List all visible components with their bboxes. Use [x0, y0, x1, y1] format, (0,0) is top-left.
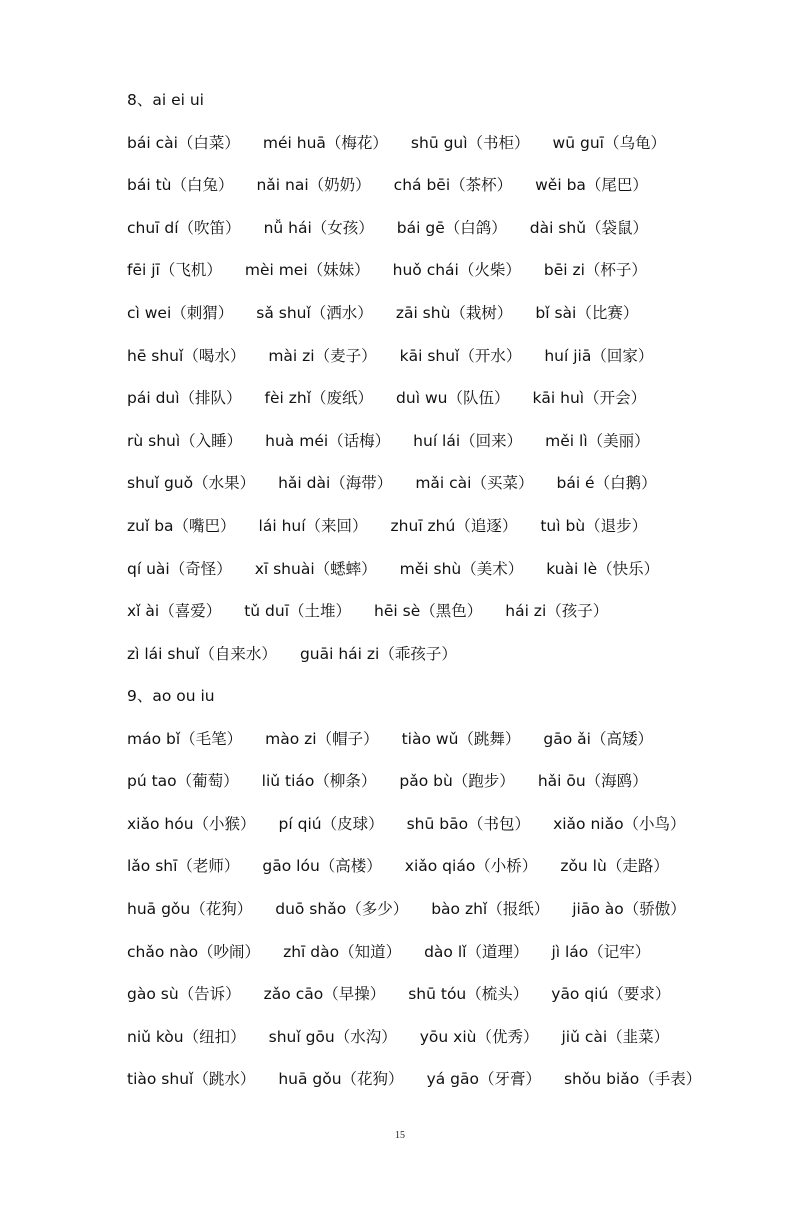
section-heading: 8、ai ei ui: [127, 91, 204, 109]
pinyin-word: tǔ duī（土堆）: [244, 602, 352, 621]
pinyin-word: hái zi（孩子）: [505, 602, 609, 621]
pinyin-word: mào zi（帽子）: [265, 729, 379, 748]
pinyin-word: mǎi cài（买菜）: [415, 474, 534, 493]
pinyin-word: duì wu（队伍）: [396, 389, 510, 408]
pinyin-word: guāi hái zi（乖孩子）: [299, 644, 457, 663]
pinyin-word: shū tóu（梳头）: [408, 985, 529, 1004]
word-row: [127, 982, 727, 1006]
word-row: [127, 769, 727, 793]
page-number: 15: [395, 1130, 405, 1141]
pinyin-word: xī shuài（蟋蟀）: [254, 559, 377, 578]
pinyin-word: bái cài（白菜）: [127, 133, 240, 152]
pinyin-word: zhī dào（知道）: [283, 942, 402, 961]
pinyin-word: zǎo cāo（早操）: [263, 985, 386, 1004]
pinyin-word: gāo ǎi（高矮）: [543, 729, 653, 748]
word-row: [127, 642, 727, 666]
pinyin-word: jiāo ào（骄傲）: [572, 899, 686, 918]
pinyin-word: kuài lè（快乐）: [546, 559, 660, 578]
pinyin-word: wěi ba（尾巴）: [535, 176, 648, 195]
pinyin-word: bái gē（白鸽）: [396, 218, 507, 237]
pinyin-word: bēi zi（杯子）: [543, 261, 647, 280]
pinyin-word: chǎo nào（吵闹）: [127, 942, 261, 961]
pinyin-word: máo bǐ（毛笔）: [127, 729, 243, 748]
word-row: [127, 1067, 727, 1091]
pinyin-word: cì wei（刺猬）: [127, 303, 234, 322]
word-row: [127, 557, 727, 581]
pinyin-word: shuǐ guǒ（水果）: [127, 474, 256, 493]
word-row: [127, 471, 727, 495]
pinyin-word: hēi sè（黑色）: [374, 602, 483, 621]
pinyin-word: mài zi（麦子）: [268, 346, 377, 365]
pinyin-word: niǔ kòu（纽扣）: [127, 1027, 246, 1046]
word-row: [127, 386, 727, 410]
pinyin-word: xiǎo niǎo（小鸟）: [553, 814, 686, 833]
pinyin-word: yá gāo（牙膏）: [426, 1070, 541, 1089]
pinyin-word: mèi mei（妹妹）: [244, 261, 370, 280]
pinyin-word: liǔ tiáo（柳条）: [261, 772, 377, 791]
pinyin-word: shuǐ gōu（水沟）: [268, 1027, 397, 1046]
pinyin-word: huǒ chái（火柴）: [392, 261, 521, 280]
pinyin-word: huā gǒu（花狗）: [127, 899, 253, 918]
word-row: [127, 854, 727, 878]
word-row: [127, 727, 727, 751]
word-row: [127, 429, 727, 453]
word-row: [127, 812, 727, 836]
word-list: [127, 727, 727, 1092]
pinyin-word: pú tao（葡萄）: [127, 772, 239, 791]
pinyin-word: xiǎo qiáo（小桥）: [404, 857, 538, 876]
pinyin-word: bái tù（白兔）: [127, 176, 234, 195]
pinyin-word: xiǎo hóu（小猴）: [127, 814, 256, 833]
pinyin-word: rù shuì（入睡）: [127, 431, 243, 450]
pinyin-word: tiào wǔ（跳舞）: [401, 729, 521, 748]
pinyin-word: wū guī（乌龟）: [552, 133, 666, 152]
pinyin-word: měi shù（美术）: [399, 559, 524, 578]
section-ai-ei-ui: [127, 88, 727, 666]
pinyin-word: fèi zhǐ（废纸）: [264, 389, 374, 408]
pinyin-word: shū bāo（书包）: [406, 814, 531, 833]
pinyin-word: chá bēi（茶杯）: [393, 176, 513, 195]
word-row: [127, 258, 727, 282]
pinyin-word: shǒu biǎo（手表）: [563, 1070, 702, 1089]
section-ao-ou-iu: [127, 684, 727, 1091]
pinyin-word: zuǐ ba（嘴巴）: [127, 516, 236, 535]
pinyin-word: duō shǎo（多少）: [275, 899, 409, 918]
word-row: [127, 216, 727, 240]
pinyin-word: pái duì（排队）: [127, 389, 242, 408]
pinyin-word: bǐ sài（比赛）: [535, 303, 639, 322]
pinyin-word: sǎ shuǐ（洒水）: [256, 303, 373, 322]
word-row: [127, 897, 727, 921]
word-row: [127, 173, 727, 197]
pinyin-word: yāo qiú（要求）: [551, 985, 671, 1004]
pinyin-word: bái é（白鹅）: [556, 474, 657, 493]
pinyin-word: pí qiú（皮球）: [278, 814, 384, 833]
pinyin-word: zì lái shuǐ（自来水）: [127, 644, 277, 663]
pinyin-word: gào sù（告诉）: [127, 985, 241, 1004]
pinyin-word: lái huí（来回）: [258, 516, 368, 535]
pinyin-word: tuì bù（退步）: [540, 516, 648, 535]
pinyin-word: zǒu lù（走路）: [560, 857, 669, 876]
pinyin-word: tiào shuǐ（跳水）: [127, 1070, 256, 1089]
pinyin-word: chuī dí（吹笛）: [127, 218, 241, 237]
pinyin-word: zāi shù（栽树）: [395, 303, 513, 322]
pinyin-word: xǐ ài（喜爱）: [127, 602, 222, 621]
pinyin-word: nǚ hái（女孩）: [263, 218, 374, 237]
pinyin-word: dào lǐ（道理）: [424, 942, 529, 961]
word-row: [127, 344, 727, 368]
section-heading: 9、ao ou iu: [127, 687, 215, 705]
pinyin-word: fēi jī（飞机）: [127, 261, 222, 280]
pinyin-word: hǎi dài（海带）: [278, 474, 393, 493]
pinyin-word: gāo lóu（高楼）: [262, 857, 382, 876]
pinyin-word: pǎo bù（跑步）: [399, 772, 515, 791]
word-list: [127, 131, 727, 666]
pinyin-word: huí lái（回来）: [413, 431, 523, 450]
pinyin-word: méi huā（梅花）: [262, 133, 388, 152]
pinyin-word: lǎo shī（老师）: [127, 857, 240, 876]
pinyin-word: dài shǔ（袋鼠）: [529, 218, 649, 237]
word-row: [127, 131, 727, 155]
pinyin-word: kāi huì（开会）: [532, 389, 647, 408]
pinyin-word: hē shuǐ（喝水）: [127, 346, 246, 365]
pinyin-word: kāi shuǐ（开水）: [399, 346, 522, 365]
word-row: [127, 514, 727, 538]
pinyin-word: hǎi ōu（海鸥）: [537, 772, 648, 791]
word-row: [127, 940, 727, 964]
pinyin-word: jiǔ cài（韭菜）: [561, 1027, 670, 1046]
pinyin-word: nǎi nai（奶奶）: [256, 176, 371, 195]
pinyin-word: bào zhǐ（报纸）: [431, 899, 550, 918]
pinyin-word: huà méi（话梅）: [265, 431, 391, 450]
pinyin-word: huí jiā（回家）: [544, 346, 654, 365]
pinyin-word: zhuī zhú（追逐）: [390, 516, 518, 535]
word-row: [127, 599, 727, 623]
pinyin-word: huā gǒu（花狗）: [278, 1070, 404, 1089]
pinyin-word: qí uài（奇怪）: [127, 559, 232, 578]
word-row: [127, 1025, 727, 1049]
word-row: [127, 301, 727, 325]
pinyin-word: yōu xiù（优秀）: [419, 1027, 539, 1046]
pinyin-word: shū guì（书柜）: [410, 133, 530, 152]
pinyin-word: měi lì（美丽）: [545, 431, 650, 450]
pinyin-word: jì láo（记牢）: [551, 942, 651, 961]
